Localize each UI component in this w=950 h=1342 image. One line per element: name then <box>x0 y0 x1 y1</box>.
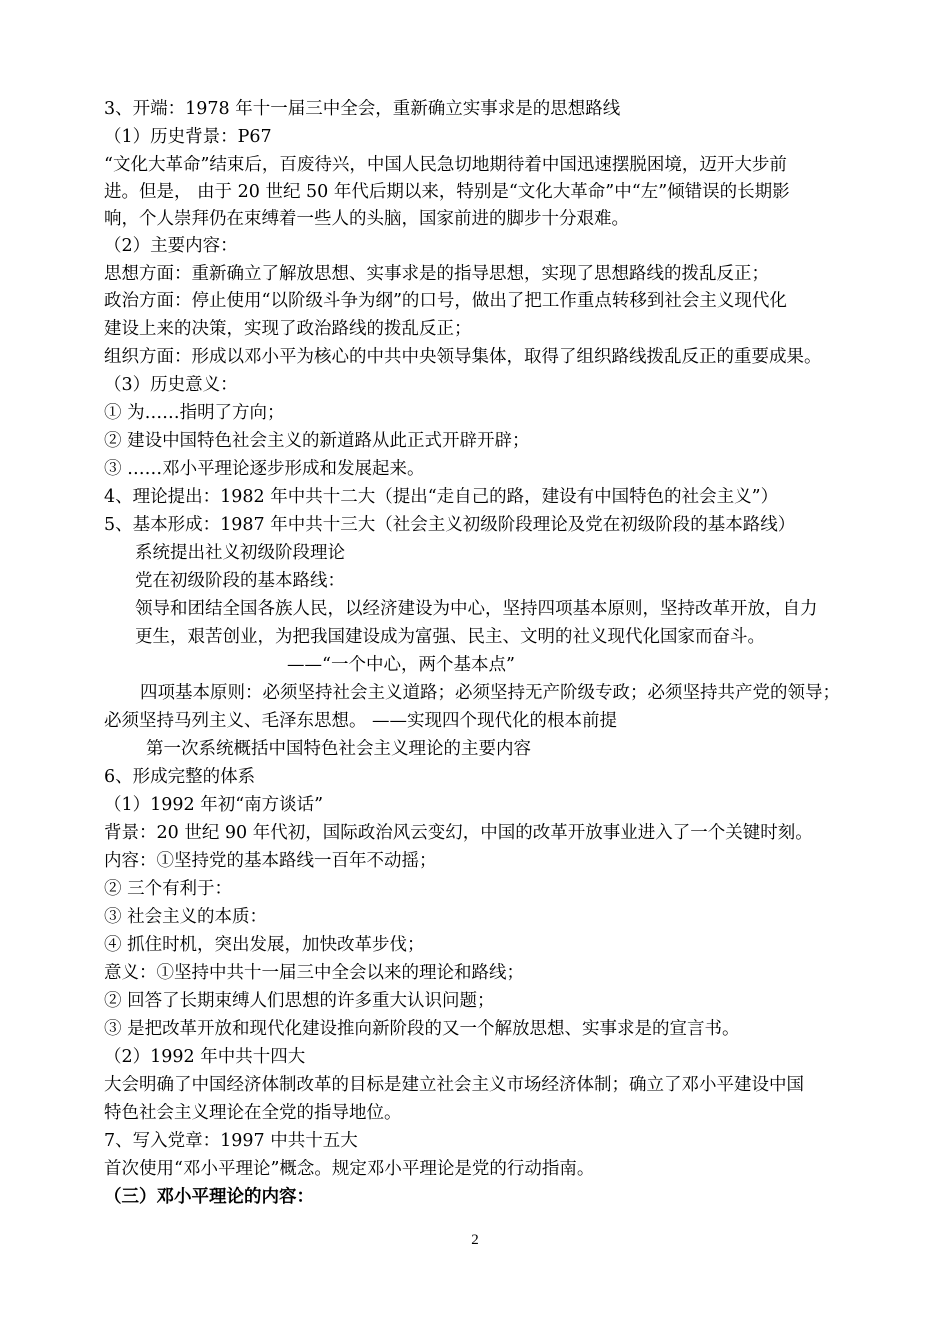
text-line: （3）历史意义： <box>104 375 238 395</box>
text-line: ② 三个有利于： <box>104 879 233 899</box>
text-line: 思想方面：重新确立了解放思想、实事求是的指导思想，实现了思想路线的拨乱反正； <box>104 264 769 284</box>
text-line: 更生，艰苦创业，为把我国建设成为富强、民主、文明的社义现代化国家而奋斗。 <box>135 627 765 647</box>
text-line: 进。但是， 由于 20 世纪 50 年代后期以来，特别是“文化大革命”中“左”倾错误的长期影 <box>104 182 790 202</box>
text-line: ② 建设中国特色社会主义的新道路从此正式开辟开辟； <box>104 431 530 451</box>
text-line: ③ 社会主义的本质： <box>104 907 268 927</box>
text-line: 内容：①坚持党的基本路线一百年不动摇； <box>104 851 437 871</box>
text-line: （2）主要内容： <box>104 236 238 256</box>
text-line: 系统提出社义初级阶段理论 <box>135 543 345 563</box>
text-line: 四项基本原则：必须坚持社会主义道路；必须坚持无产阶级专政；必须坚持共产党的领导； <box>140 683 840 703</box>
text-line: “文化大革命”结束后，百废待兴，中国人民急切地期待着中国迅速摆脱困境，迈开大步前 <box>104 155 787 175</box>
text-line: ④ 抓住时机，突出发展，加快改革步伐； <box>104 935 425 955</box>
text-line: 3、开端：1978 年十一届三中全会，重新确立实事求是的思想路线 <box>104 99 621 119</box>
text-line: ③ 是把改革开放和现代化建设推向新阶段的又一个解放思想、实事求是的宣言书。 <box>104 1019 740 1039</box>
text-line: 政治方面：停止使用“以阶级斗争为纲”的口号，做出了把工作重点转移到社会主义现代化 <box>104 291 787 311</box>
text-line: 7、写入党章：1997 中共十五大 <box>104 1131 358 1151</box>
section-heading: （三）邓小平理论的内容： <box>104 1187 314 1207</box>
text-line: 必须坚持马列主义、毛泽东思想。 ——实现四个现代化的根本前提 <box>104 711 618 731</box>
text-line: ② 回答了长期束缚人们思想的许多重大认识问题； <box>104 991 495 1011</box>
text-line: （1）1992 年初“南方谈话” <box>104 795 324 815</box>
text-line: 4、理论提出：1982 年中共十二大（提出“走自己的路，建设有中国特色的社会主义”） <box>104 487 779 507</box>
text-line: 首次使用“邓小平理论”概念。规定邓小平理论是党的行动指南。 <box>104 1159 595 1179</box>
text-line: 背景：20 世纪 90 年代初，国际政治风云变幻，中国的改革开放事业进入了一个关键时刻。 <box>104 823 813 843</box>
text-line: 大会明确了中国经济体制改革的目标是建立社会主义市场经济体制；确立了邓小平建设中国 <box>104 1075 804 1095</box>
text-line: ① 为……指明了方向； <box>104 403 285 423</box>
text-line: （1）历史背景：P67 <box>104 127 272 147</box>
text-line: ③ ……邓小平理论逐步形成和发展起来。 <box>104 459 425 479</box>
text-line: 领导和团结全国各族人民，以经济建设为中心，坚持四项基本原则，坚持改革开放，自力 <box>135 599 818 619</box>
text-line: （2）1992 年中共十四大 <box>104 1047 306 1067</box>
text-line: 6、形成完整的体系 <box>104 767 256 787</box>
text-line: 建设上来的决策，实现了政治路线的拨乱反正； <box>104 319 472 339</box>
text-line: 意义：①坚持中共十一届三中全会以来的理论和路线； <box>104 963 524 983</box>
text-line: 第一次系统概括中国特色社会主义理论的主要内容 <box>146 739 531 759</box>
text-line: 响，个人崇拜仍在束缚着一些人的头脑，国家前进的脚步十分艰难。 <box>104 209 629 229</box>
text-line: ——“一个中心，两个基本点” <box>287 655 515 675</box>
text-line: 党在初级阶段的基本路线： <box>135 571 345 591</box>
text-line: 5、基本形成：1987 年中共十三大（社会主义初级阶段理论及党在初级阶段的基本路线） <box>104 515 796 535</box>
page-number: 2 <box>471 1232 479 1248</box>
text-line: 组织方面：形成以邓小平为核心的中共中央领导集体，取得了组织路线拨乱反正的重要成果。 <box>104 347 822 367</box>
text-line: 特色社会主义理论在全党的指导地位。 <box>104 1103 402 1123</box>
